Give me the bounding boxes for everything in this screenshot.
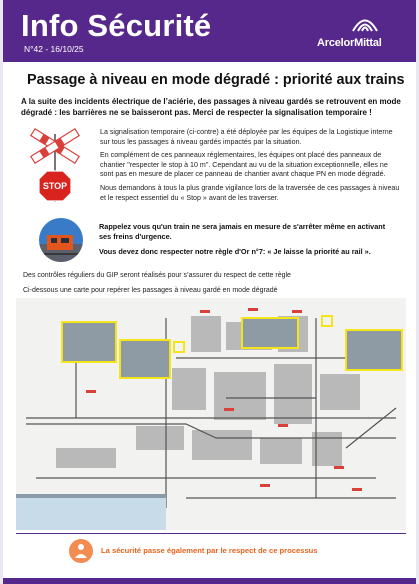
- paragraph: Nous demandons à tous la plus grande vigilance lors de la traversée de ces passages à niveau et le respect essentiel du « Stop » avant de les traverser.: [100, 183, 400, 202]
- footer-message: La sécurité passe également par le respect de ce processus: [101, 546, 318, 555]
- golden-rule-text: Vous devez donc respecter notre règle d'Or n°7: « Je laisse la priorité au rail ».: [99, 246, 371, 256]
- arcelormittal-logo: [317, 14, 405, 54]
- safety-process-icon: [69, 539, 93, 563]
- issue-number: N°42 - 16/10/25: [24, 44, 84, 54]
- warning-block: [99, 222, 389, 261]
- warning-text: Rappelez vous qu'un train ne sera jamais en mesure de s'arrêter même en activant ses freins d'urgence.: [99, 222, 386, 241]
- map-intro-text: Ci-dessous une carte pour repérer les passages à niveau gardé en mode dégradé: [23, 287, 278, 294]
- signage-paragraphs: [100, 128, 403, 207]
- bottom-bar: [3, 578, 416, 584]
- article-headline: Passage à niveau en mode dégradé : priorité aux trains: [27, 72, 405, 88]
- logo-swoosh-icon: [351, 14, 379, 34]
- header-banner: [3, 0, 416, 62]
- controls-text: Des contrôles réguliers du GIP seront réalisés pour s’assurer du respect de cette règle: [23, 272, 291, 279]
- train-photo: [39, 218, 83, 262]
- page-title: Info Sécurité: [21, 8, 212, 43]
- harbour-dock: [16, 494, 166, 530]
- footer-divider: [16, 533, 406, 534]
- site-map: [16, 298, 406, 530]
- stop-sign-label: STOP: [42, 181, 68, 191]
- signage-illustration: [25, 124, 89, 204]
- newsletter-page: [3, 0, 416, 584]
- paragraph: En complément de ces panneaux réglementaires, les équipes ont placé des panneaux de chantier "respecter le stop à 10 m". Cependant au vu de la situation exceptionnelle, elles ne sont pas en mesure de placer ce panneau de chantier avant chaque PN en mode dégradé.: [100, 151, 388, 179]
- paragraph: La signalisation temporaire (ci-contre) a été déployée par les équipes de la Logistique interne sur tous les passages à niveau gardés impactés par la situation.: [100, 128, 393, 146]
- intro-text: A la suite des incidents électrique de l’aciérie, des passages à niveau gardés se retrouvent en mode dégradé : les barrières ne se baisseront pas. Merci de respecter la signalisation temporaire !: [21, 97, 401, 117]
- logo-text: ArcelorMittal: [317, 37, 382, 49]
